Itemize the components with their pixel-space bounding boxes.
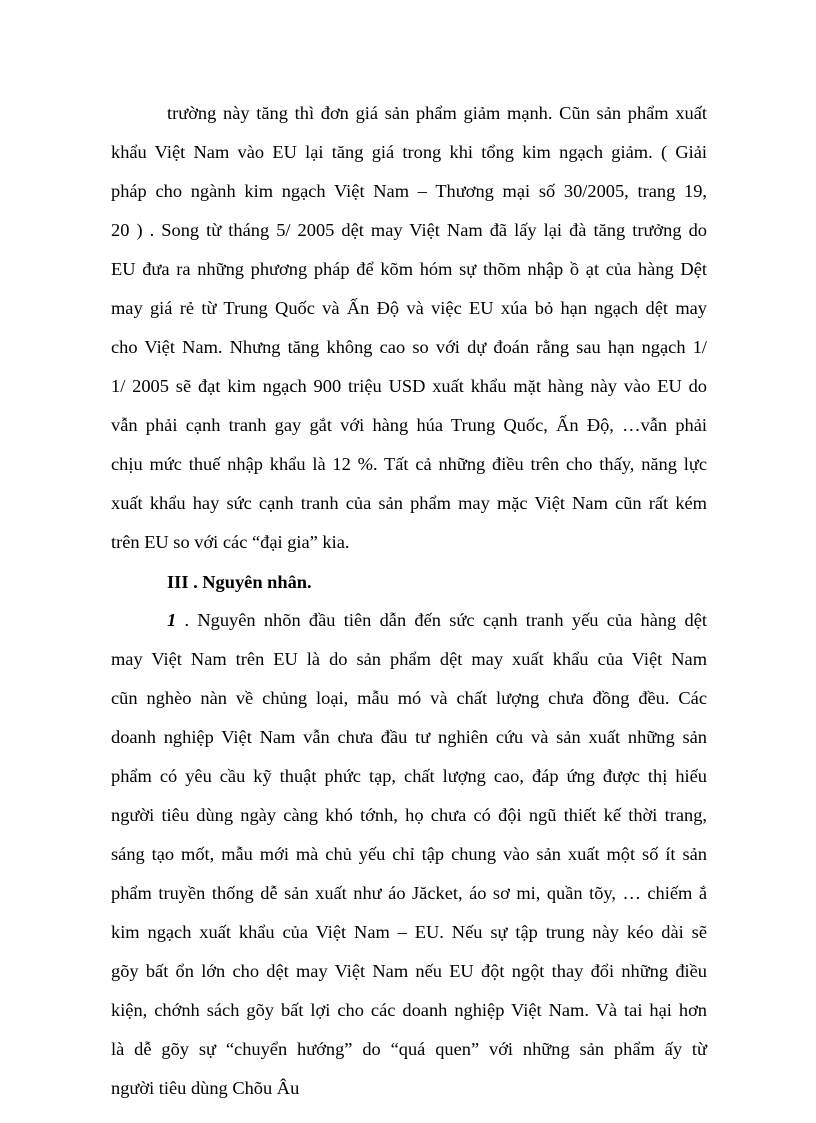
text-line: may giá rẻ từ Trung Quốc và Ấn Độ và việc EU xúa bỏ hạn ngạch dệt may	[111, 298, 707, 318]
text-line: người tiêu dùng ngày càng khó tớnh, họ chưa có đội ngũ thiết kế thời trang,	[111, 805, 707, 825]
text-line: kim ngạch xuất khẩu của Việt Nam – EU. Nếu sự tập trung này kéo dài sẽ	[111, 922, 707, 942]
section-heading: III . Nguyên nhân.	[167, 572, 312, 592]
text-line: doanh nghiệp Việt Nam vẫn chưa đầu tư nghiên cứu và sản xuất những sản	[111, 727, 707, 747]
text-line: khẩu Việt Nam vào EU lại tăng giá trong khi tổng kim ngạch giảm. ( Giải	[111, 142, 707, 162]
text-line: cũn nghèo nàn về chủng loại, mẫu mó và chất lượng chưa đồng đều. Các	[111, 688, 707, 708]
text-line: là dễ gõy sự “chuyển hướng” do “quá quen” với những sản phẩm ấy từ	[111, 1039, 707, 1059]
text-line: kiện, chớnh sách gõy bất lợi cho các doanh nghiệp Việt Nam. Và tai hại hơn	[111, 1000, 707, 1020]
item-number: 1	[167, 610, 177, 630]
text-line: trường này tăng thì đơn giá sản phẩm giảm mạnh. Cũn sản phẩm xuất	[167, 103, 707, 123]
text-line: may Việt Nam trên EU là do sản phẩm dệt may xuất khẩu của Việt Nam	[111, 649, 707, 669]
text-line: trên EU so với các “đại gia” kia.	[111, 532, 350, 552]
text-line: 1/ 2005 sẽ đạt kim ngạch 900 triệu USD xuất khẩu mặt hàng này vào EU do	[111, 376, 707, 396]
text-line: pháp cho ngành kim ngạch Việt Nam – Thương mại số 30/2005, trang 19,	[111, 181, 707, 201]
text-line: xuất khẩu hay sức cạnh tranh của sản phẩm may mặc Việt Nam cũn rất kém	[111, 493, 707, 513]
text-line: phẩm có yêu cầu kỹ thuật phức tạp, chất lượng cao, đáp ứng được thị hiếu	[111, 766, 707, 786]
text-line: 20 ) . Song từ tháng 5/ 2005 dệt may Việt Nam đã lấy lại đà tăng trưởng do	[111, 220, 707, 240]
text-line: người tiêu dùng Chõu Âu	[111, 1078, 300, 1098]
text-line: cho Việt Nam. Nhưng tăng không cao so với dự đoán rằng sau hạn ngạch 1/	[111, 337, 707, 357]
text-line	[167, 611, 707, 629]
text-line: vẫn phải cạnh tranh gay gắt với hàng húa Trung Quốc, Ấn Độ, …vẫn phải	[111, 415, 707, 435]
text-fragment: . Nguyên nhõn đầu tiên dẫn đến sức cạnh tranh yếu của hàng dệt	[176, 610, 707, 630]
text-line: gõy bất ổn lớn cho dệt may Việt Nam nếu EU đột ngột thay đổi những điều	[111, 961, 707, 981]
text-line: sáng tạo mốt, mẫu mới mà chủ yếu chỉ tập chung vào sản xuất một số ít sản	[111, 844, 707, 864]
text-line: phẩm truyền thống dễ sản xuất như áo Jăcket, áo sơ mi, quần tõy, … chiếm ắ	[111, 883, 707, 903]
text-line: EU đưa ra những phương pháp để kõm hóm sự thõm nhập ồ ạt của hàng Dệt	[111, 259, 707, 279]
text-line: chịu mức thuế nhập khẩu là 12 %. Tất cả những điều trên cho thấy, năng lực	[111, 454, 707, 474]
